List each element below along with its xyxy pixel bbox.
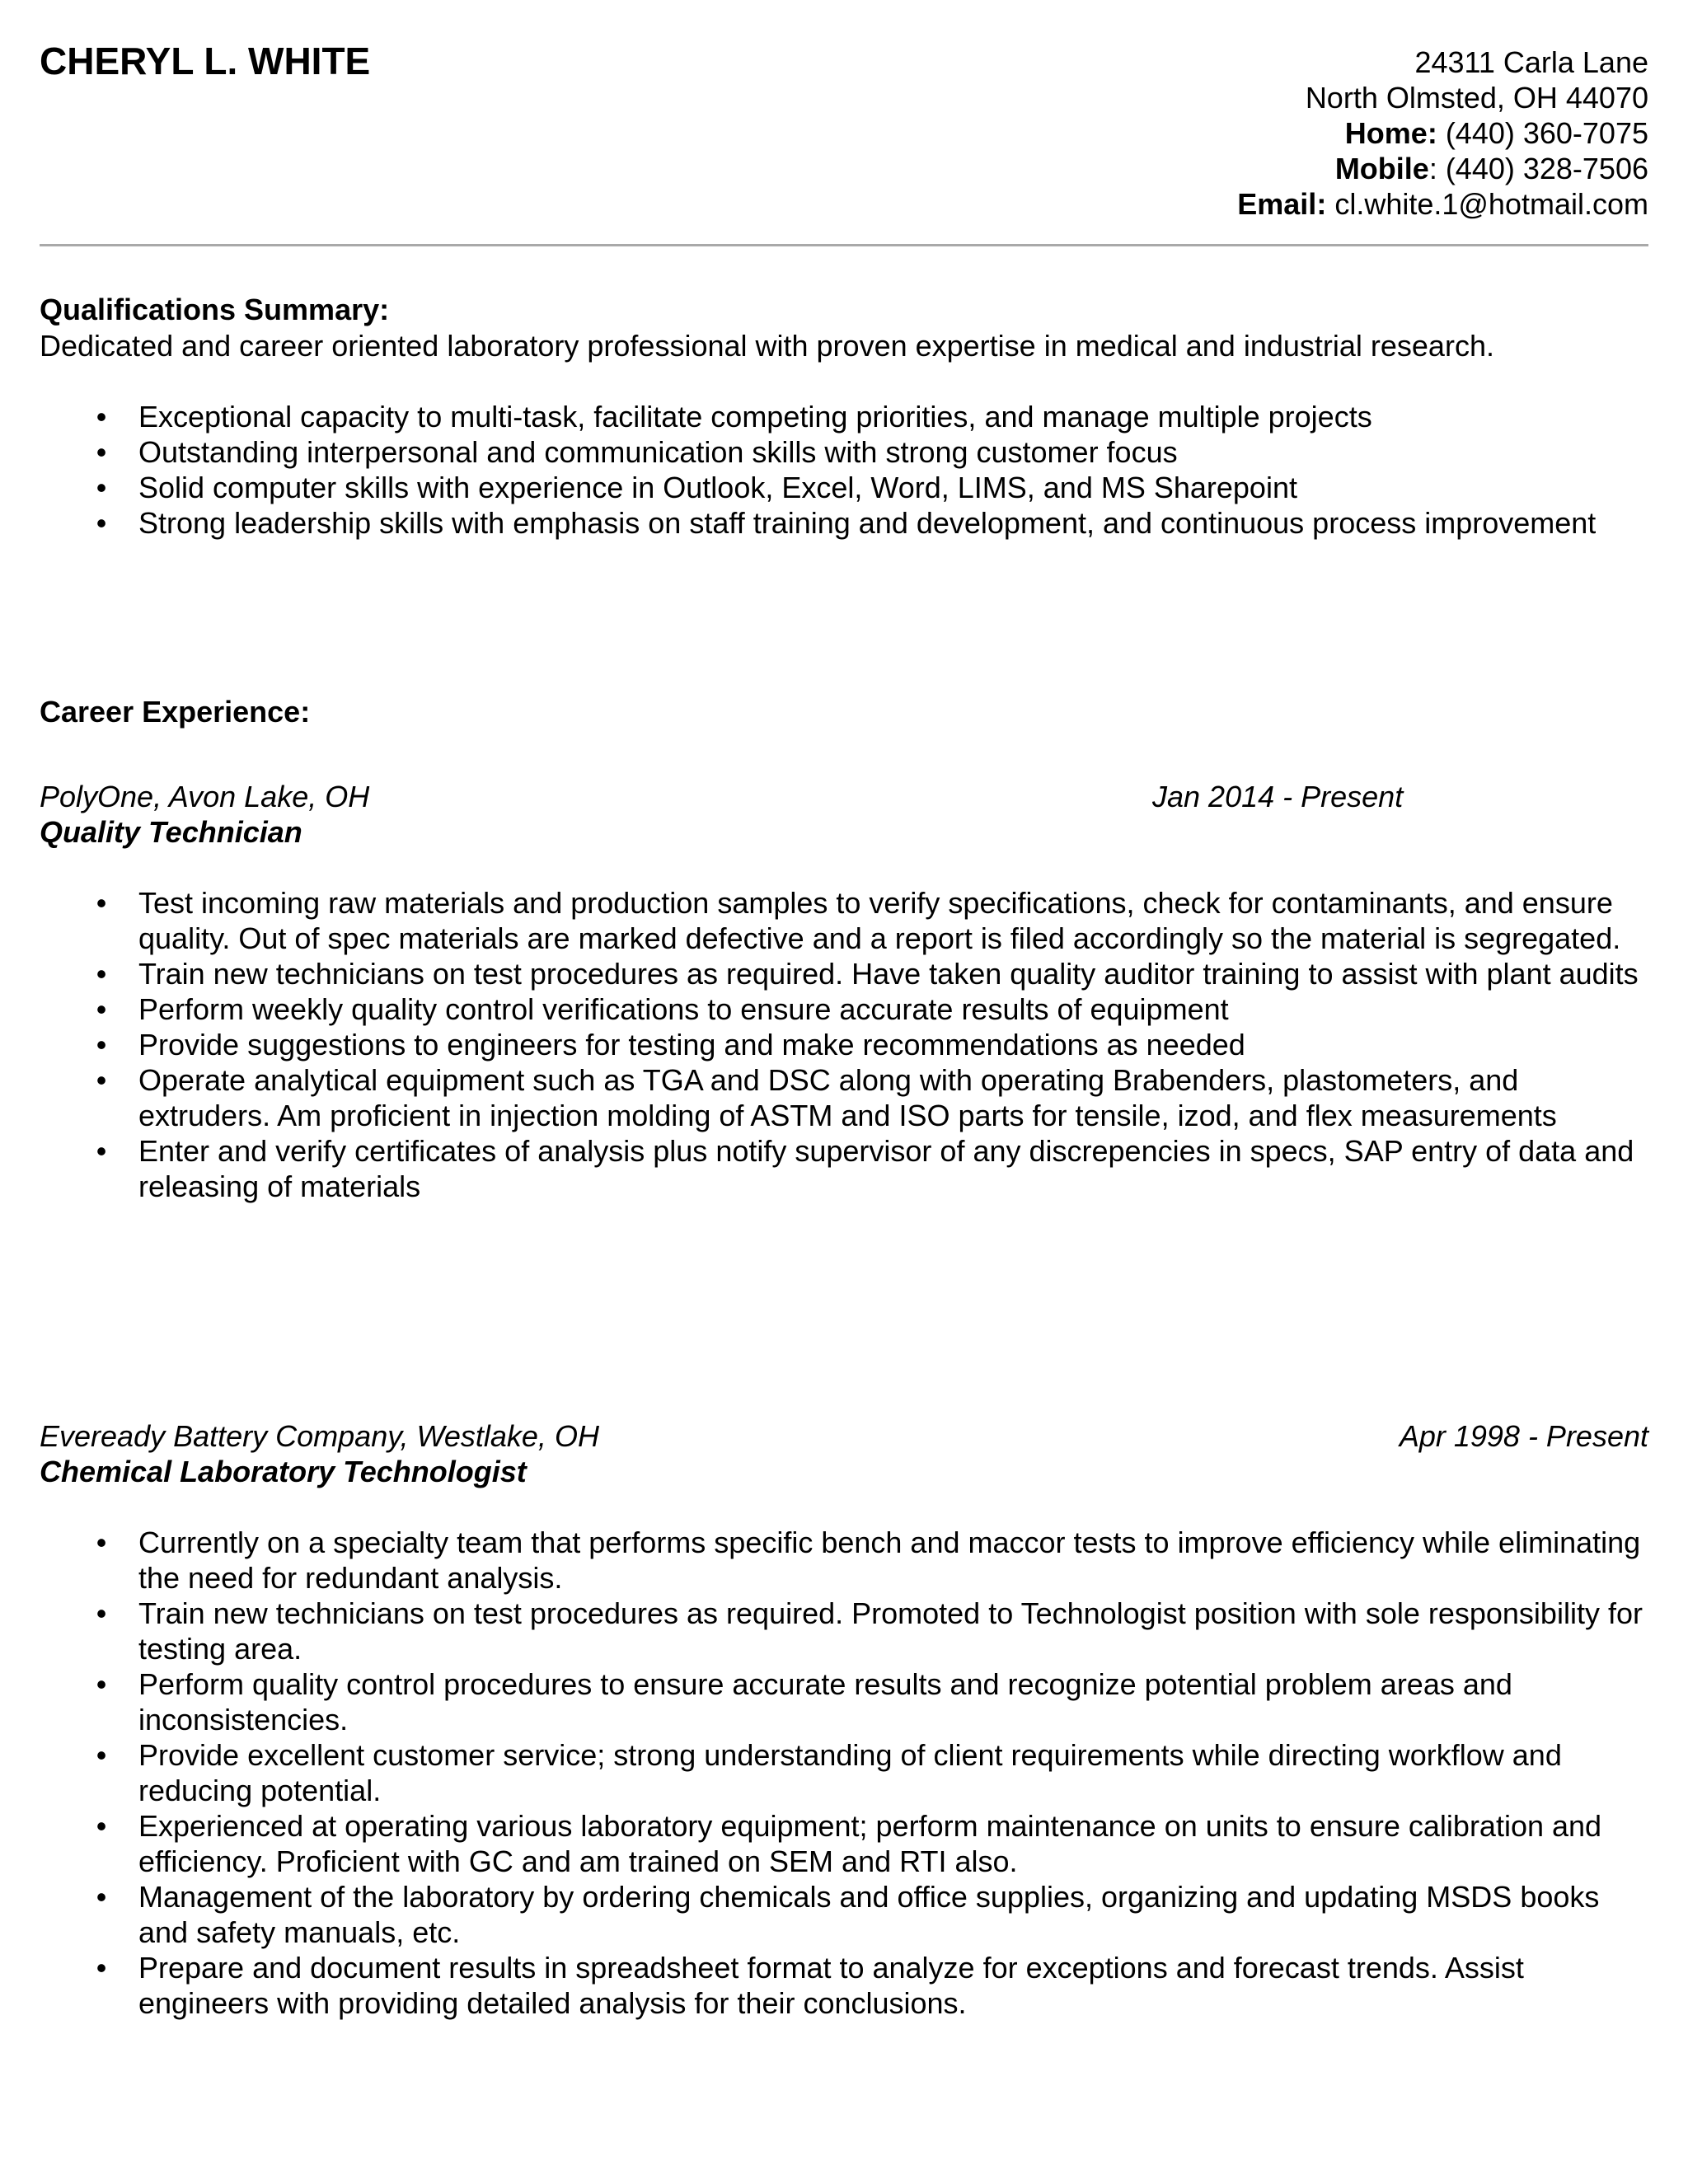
qualifications-heading: Qualifications Summary: <box>40 293 390 326</box>
list-item: • Train new technicians on test procedures as required. Have taken quality auditor training to assist with plant audits <box>40 956 1648 991</box>
list-item: • Exceptional capacity to multi-task, facilitate competing priorities, and manage multiple projects <box>40 399 1648 434</box>
list-item: • Operate analytical equipment such as TGA and DSC along with operating Brabenders, plastometers, and extruders. Am proficient in injection molding of ASTM and ISO parts for tensile, izod, and flex measurements <box>40 1062 1648 1133</box>
job-duties-list <box>40 885 1648 1204</box>
home-phone: (440) 360-7075 <box>1437 116 1648 150</box>
bullet-icon: • <box>96 435 107 469</box>
list-item: • Provide suggestions to engineers for testing and make recommendations as needed <box>40 1027 1648 1062</box>
bullet-icon: • <box>96 992 107 1026</box>
qualifications-list <box>40 399 1648 541</box>
bullet-icon: • <box>96 1880 107 1914</box>
bullet-icon: • <box>96 1134 107 1168</box>
list-item: • Strong leadership skills with emphasis on staff training and development, and continuous process improvement <box>40 505 1648 541</box>
job-dates: Apr 1998 - Present <box>1399 1419 1648 1453</box>
bullet-icon: • <box>96 400 107 434</box>
header-divider <box>40 244 1648 246</box>
home-phone-line <box>1237 115 1648 151</box>
list-item: • Experienced at operating various laboratory equipment; perform maintenance on units to ensure calibration and efficiency. Proficient with GC and am trained on SEM and RTI also. <box>40 1808 1648 1879</box>
bullet-icon: • <box>96 1809 107 1843</box>
city-state-zip: North Olmsted, OH 44070 <box>1305 81 1648 115</box>
bullet-icon: • <box>96 1063 107 1097</box>
candidate-name: CHERYL L. WHITE <box>40 40 371 82</box>
mobile-label: Mobile <box>1334 152 1429 185</box>
mobile-phone-line <box>1237 151 1648 186</box>
list-item: • Provide excellent customer service; strong understanding of client requirements while directing workflow and reducing potential. <box>40 1737 1648 1808</box>
experience-heading: Career Experience: <box>40 695 311 729</box>
list-item: • Outstanding interpersonal and communication skills with strong customer focus <box>40 434 1648 470</box>
list-item: • Prepare and document results in spreadsheet format to analyze for exceptions and forecast trends. Assist engineers with providing detailed analysis for their conclusions. <box>40 1950 1648 2021</box>
home-label: Home: <box>1344 116 1437 150</box>
bullet-icon: • <box>96 1667 107 1701</box>
email-label: Email: <box>1237 187 1327 221</box>
bullet-icon: • <box>96 1028 107 1062</box>
list-item: • Perform weekly quality control verifications to ensure accurate results of equipment <box>40 991 1648 1027</box>
email-line <box>1237 186 1648 222</box>
bullet-icon: • <box>96 1596 107 1630</box>
job-dates: Jan 2014 - Present <box>1152 780 1404 813</box>
job-duties-list <box>40 1525 1648 2021</box>
qualifications-summary: Dedicated and career oriented laboratory professional with proven expertise in medical and industrial research. <box>40 329 1494 363</box>
email-address[interactable]: cl.white.1@hotmail.com <box>1326 187 1648 221</box>
list-item: • Solid computer skills with experience in Outlook, Excel, Word, LIMS, and MS Sharepoint <box>40 470 1648 505</box>
bullet-icon: • <box>96 506 107 540</box>
contact-block <box>1237 45 1648 222</box>
bullet-icon: • <box>96 886 107 920</box>
bullet-icon: • <box>96 1738 107 1772</box>
bullet-icon: • <box>96 957 107 991</box>
job-title: Chemical Laboratory Technologist <box>40 1455 527 1488</box>
bullet-icon: • <box>96 1526 107 1559</box>
mobile-phone: : (440) 328-7506 <box>1428 152 1648 185</box>
job-company: PolyOne, Avon Lake, OH <box>40 780 370 813</box>
job-company: Eveready Battery Company, Westlake, OH <box>40 1419 599 1453</box>
job-title: Quality Technician <box>40 815 302 849</box>
list-item: • Train new technicians on test procedures as required. Promoted to Technologist position with sole responsibility for testing area. <box>40 1596 1648 1666</box>
list-item: • Management of the laboratory by ordering chemicals and office supplies, organizing and updating MSDS books and safety manuals, etc. <box>40 1879 1648 1950</box>
bullet-icon: • <box>96 471 107 504</box>
list-item: • Perform quality control procedures to ensure accurate results and recognize potential problem areas and inconsistencies. <box>40 1666 1648 1737</box>
street-address: 24311 Carla Lane <box>1414 45 1648 79</box>
list-item: • Enter and verify certificates of analysis plus notify supervisor of any discrepencies in specs, SAP entry of data and releasing of materials <box>40 1133 1648 1204</box>
bullet-icon: • <box>96 1951 107 1985</box>
list-item: • Test incoming raw materials and production samples to verify specifications, check for contaminants, and ensure quality. Out of spec materials are marked defective and a report is filed accordingly so the material is segregated. <box>40 885 1648 956</box>
list-item: • Currently on a specialty team that performs specific bench and maccor tests to improve efficiency while eliminating the need for redundant analysis. <box>40 1525 1648 1596</box>
